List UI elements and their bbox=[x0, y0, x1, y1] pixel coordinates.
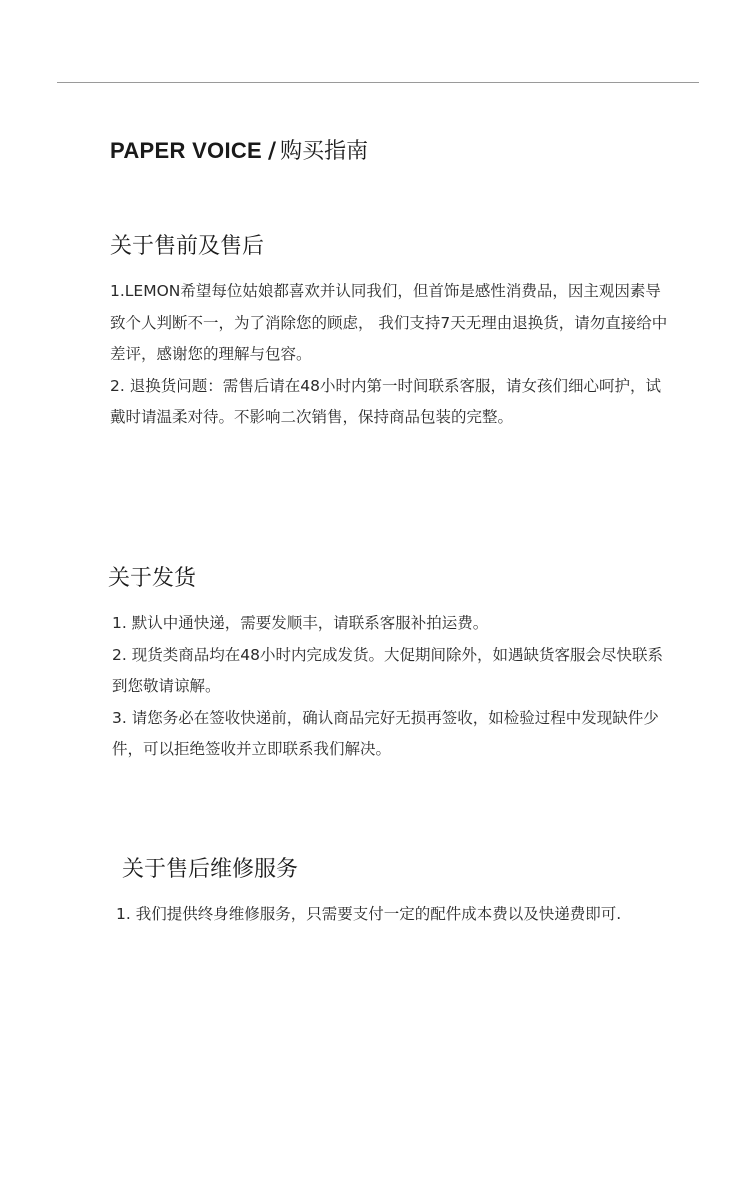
title-separator: / bbox=[268, 139, 277, 164]
section-heading: 关于售后维修服务 bbox=[122, 857, 299, 882]
page-subtitle: 购买指南 bbox=[280, 139, 369, 164]
section-paragraph: 2. 现货类商品均在48小时内完成发货。大促期间除外，如遇缺货客服会尽快联系到您敬请谅解。 bbox=[112, 645, 663, 695]
section-paragraph: 1.LEMON希望每位姑娘都喜欢并认同我们，但首饰是感性消费品，因主观因素导致个人判断不一，为了消除您的顾虑， 我们支持7天无理由退换货，请勿直接给中差评，感谢您的理解与包容。 bbox=[110, 282, 668, 363]
section-paragraph: 2. 退换货问题：需售后请在48小时内第一时间联系客服，请女孩们细心呵护，试戴时请温柔对待。不影响二次销售，保持商品包装的完整。 bbox=[110, 376, 661, 426]
page-title bbox=[110, 136, 368, 167]
section-presale-aftersale bbox=[110, 232, 670, 434]
section-repair-service bbox=[116, 855, 682, 931]
section-paragraph: 3. 请您务必在签收快递前，确认商品完好无损再签收，如检验过程中发现缺件少件，可以拒绝签收并立即联系我们解决。 bbox=[112, 708, 659, 758]
section-heading: 关于发货 bbox=[108, 566, 197, 591]
section-shipping bbox=[108, 564, 668, 766]
section-paragraph: 1. 我们提供终身维修服务，只需要支付一定的配件成本费以及快递费即可. bbox=[116, 905, 622, 923]
brand-name: PAPER VOICE bbox=[110, 138, 263, 163]
section-heading: 关于售前及售后 bbox=[110, 234, 265, 259]
section-paragraph: 1. 默认中通快递，需要发顺丰，请联系客服补拍运费。 bbox=[112, 614, 489, 632]
top-divider bbox=[57, 82, 699, 83]
